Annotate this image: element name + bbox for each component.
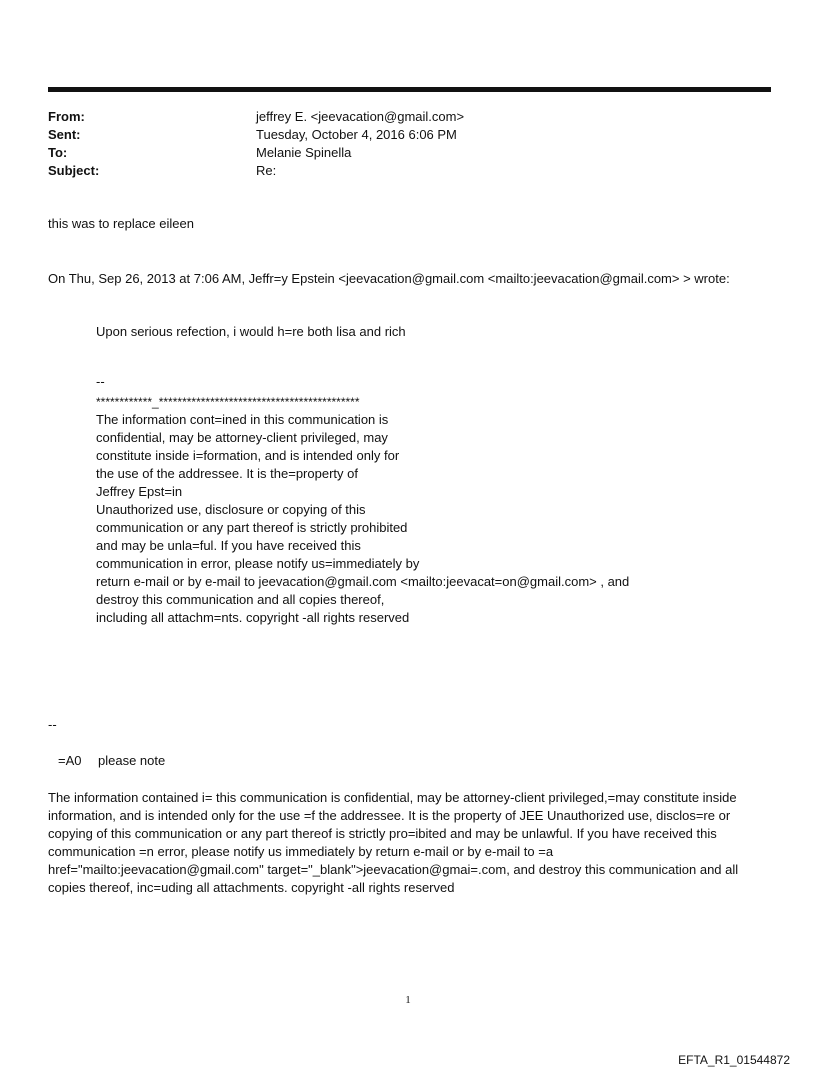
quoted-message: Upon serious refection, i would h=re both lisa and rich [96,324,406,339]
to-value: Melanie Spinella [256,145,352,160]
final-disclaimer: The information contained i= this communication is confidential, may be attorney-client privileged,=may constitute inside information, and is intended only for the use =f the addressee. It is the property of JEE Unauthorized use, disclos=re or copying of this communication or any part thereof is strictly pro=ibited and may be unlawful. If you have received this communication =n error, please notify us immediately by return e-mail or by e-mail to =a href="mailto:jeevacation@gmail.com" target="_blank">jeevacation@gmai=.com, and destroy this communication and all copies thereof, inc=uding all attachments. copyright -all rights reserved [48,790,739,895]
from-value: jeffrey E. <jeevacation@gmail.com> [256,109,465,124]
disclaimer-line: constitute inside i=formation, and is intended only for [96,448,400,463]
to-label: To: [48,145,68,160]
a0-code: =A0 [58,753,82,768]
signature-stars: ************_******************************************* [96,395,360,409]
disclaimer-line: return e-mail or by e-mail to jeevacation@gmail.com <mailto:jeevacat=on@gmail.com> , and [96,574,630,589]
subject-label: Subject: [48,163,100,178]
from-label: From: [48,109,85,124]
sent-value: Tuesday, October 4, 2016 6:06 PM [256,127,457,142]
disclaimer-line: destroy this communication and all copies thereof, [96,592,385,607]
disclaimer-line: confidential, may be attorney-client privileged, may [96,430,388,445]
subject-value: Re: [256,163,277,178]
sent-label: Sent: [48,127,81,142]
please-note: please note [98,753,166,768]
signature-dashes-2: -- [48,717,57,732]
page-number: 1 [405,994,411,1006]
disclaimer-line: and may be unla=ful. If you have received this [96,538,361,553]
header-divider [48,87,771,92]
quote-attribution: On Thu, Sep 26, 2013 at 7:06 AM, Jeffr=y Epstein <jeevacation@gmail.com <mailto:jeevacation@gmail.com> > wrote: [48,271,730,286]
message-line: this was to replace eileen [48,216,194,231]
email-header [48,108,748,180]
from-row [48,108,748,126]
disclaimer-line: communication in error, please notify us=immediately by [96,556,420,571]
document-id: EFTA_R1_01544872 [678,1053,790,1067]
sent-row [48,126,748,144]
signature-dashes: -- [96,374,105,389]
disclaimer-line: The information cont=ined in this communication is [96,412,389,427]
disclaimer-line: Jeffrey Epst=in [96,484,183,499]
disclaimer-line: including all attachm=nts. copyright -all rights reserved [96,610,410,625]
subject-row [48,162,748,180]
disclaimer-line: communication or any part thereof is strictly prohibited [96,520,408,535]
to-row [48,144,748,162]
disclaimer-line: Unauthorized use, disclosure or copying of this [96,502,366,517]
quoted-disclaimer [96,411,629,627]
disclaimer-line: the use of the addressee. It is the=property of [96,466,358,481]
